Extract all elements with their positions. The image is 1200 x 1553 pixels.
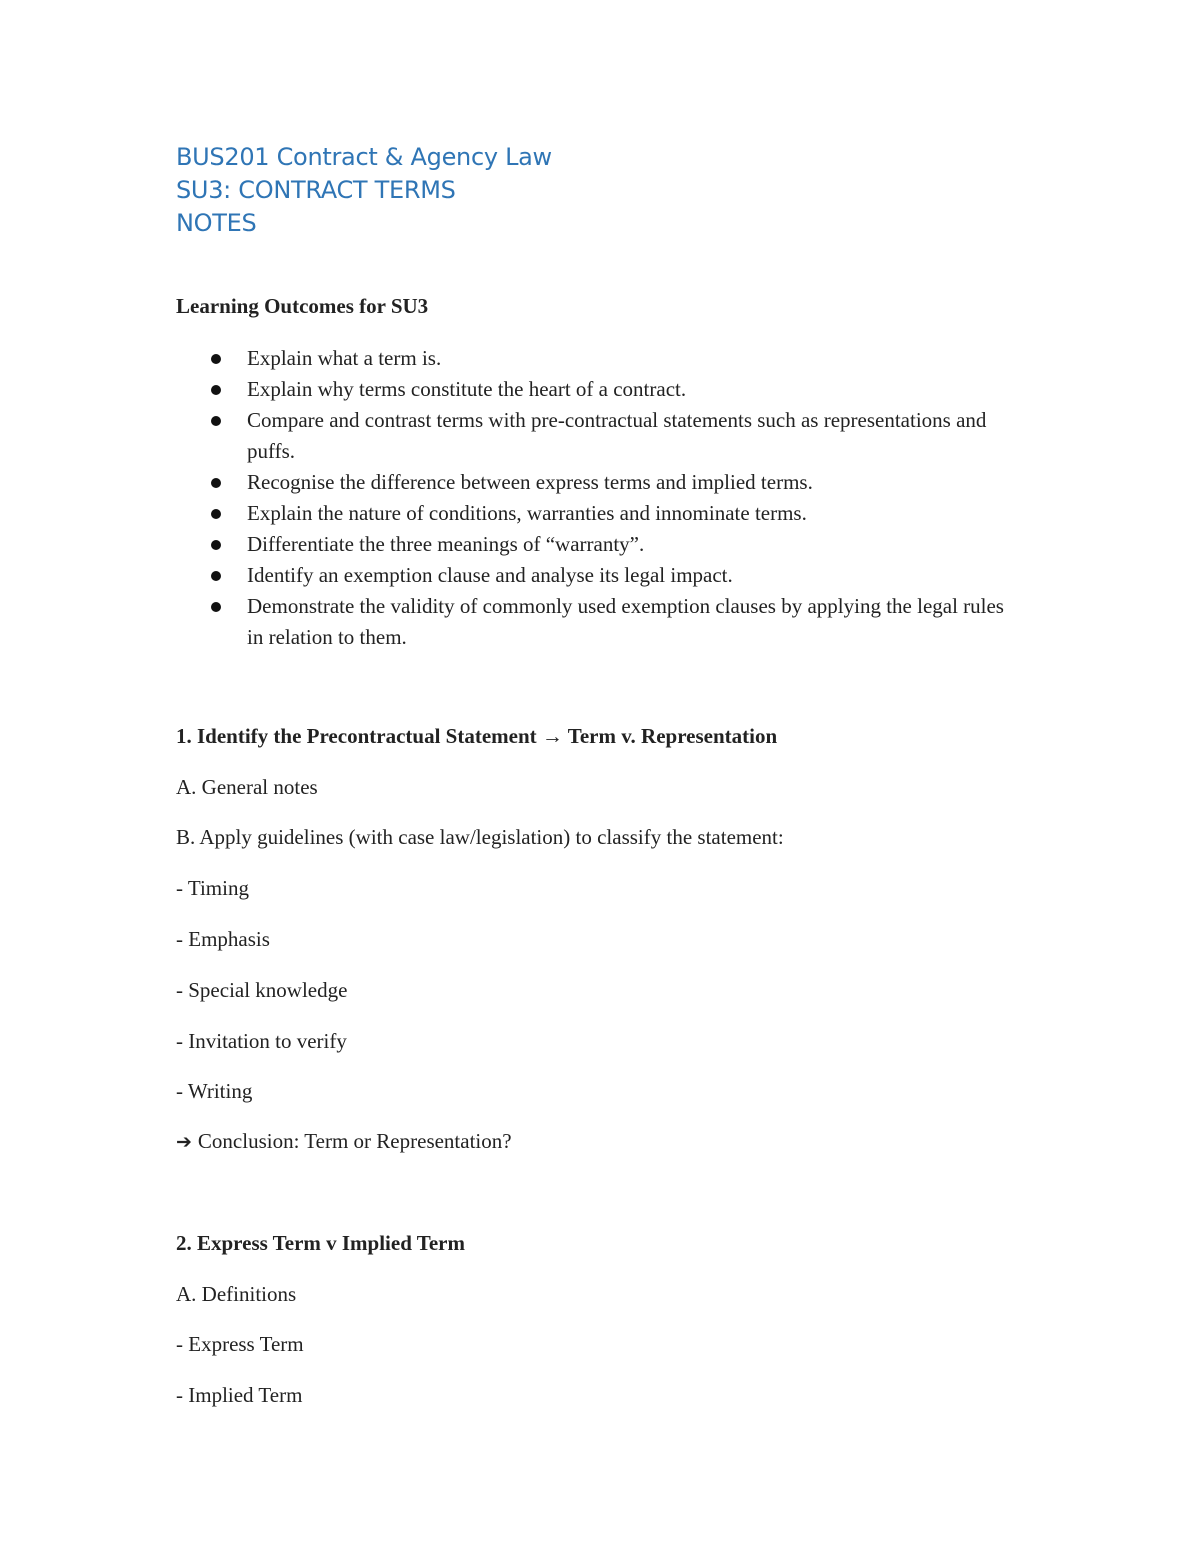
criterion-timing: - Timing bbox=[176, 876, 249, 900]
list-item-text: Explain the nature of conditions, warranties and innominate terms. bbox=[247, 501, 807, 525]
criterion-writing: - Writing bbox=[176, 1079, 253, 1103]
list-item-text: Differentiate the three meanings of “warranty”. bbox=[247, 532, 645, 556]
course-title: BUS201 Contract & Agency Law bbox=[176, 143, 552, 171]
section2-implied-term: - Implied Term bbox=[176, 1383, 303, 1407]
section2-heading: 2. Express Term v Implied Term bbox=[176, 1231, 465, 1255]
list-item-text: Explain why terms constitute the heart of a contract. bbox=[247, 377, 687, 401]
bullet-icon bbox=[211, 509, 221, 519]
list-item bbox=[176, 467, 1016, 498]
list-item bbox=[176, 560, 1016, 591]
section1-apply-guidelines: B. Apply guidelines (with case law/legislation) to classify the statement: bbox=[176, 825, 784, 849]
list-item bbox=[176, 498, 1016, 529]
learning-outcomes-heading: Learning Outcomes for SU3 bbox=[176, 294, 429, 318]
section1-conclusion-line bbox=[176, 1129, 512, 1154]
list-item bbox=[176, 343, 1016, 374]
bullet-icon bbox=[211, 385, 221, 395]
list-item-text: Recognise the difference between express terms and implied terms. bbox=[247, 470, 813, 494]
section2-express-term: - Express Term bbox=[176, 1332, 304, 1356]
criterion-emphasis: - Emphasis bbox=[176, 927, 270, 951]
bullet-icon bbox=[211, 540, 221, 550]
bullet-icon bbox=[211, 571, 221, 581]
criterion-invitation-to-verify: - Invitation to verify bbox=[176, 1029, 347, 1053]
unit-title: SU3: CONTRACT TERMS bbox=[176, 176, 456, 204]
list-item bbox=[176, 591, 1016, 653]
bullet-icon bbox=[211, 602, 221, 612]
bullet-icon bbox=[211, 416, 221, 426]
list-item-text: Demonstrate the validity of commonly used exemption clauses by applying the legal rules in relation to them. bbox=[247, 594, 1004, 649]
list-item-text: Explain what a term is. bbox=[247, 346, 442, 370]
section1-conclusion: Conclusion: Term or Representation? bbox=[197, 1129, 512, 1153]
list-item bbox=[176, 529, 1016, 560]
document-title-block bbox=[176, 141, 552, 240]
section2-definitions: A. Definitions bbox=[176, 1282, 297, 1306]
learning-outcomes-list bbox=[176, 343, 1016, 653]
list-item-text: Compare and contrast terms with pre-contractual statements such as representations and puffs. bbox=[247, 408, 987, 463]
list-item bbox=[176, 374, 1016, 405]
section1-general-notes: A. General notes bbox=[176, 775, 318, 799]
bullet-icon bbox=[211, 354, 221, 364]
doc-type-title: NOTES bbox=[176, 209, 257, 237]
section1-heading: 1. Identify the Precontractual Statement → Term v. Representation bbox=[176, 724, 778, 748]
bullet-icon bbox=[211, 478, 221, 488]
right-arrow-icon: ➔ bbox=[176, 1131, 192, 1153]
criterion-special-knowledge: - Special knowledge bbox=[176, 978, 348, 1002]
list-item-text: Identify an exemption clause and analyse its legal impact. bbox=[247, 563, 733, 587]
list-item bbox=[176, 405, 1016, 467]
